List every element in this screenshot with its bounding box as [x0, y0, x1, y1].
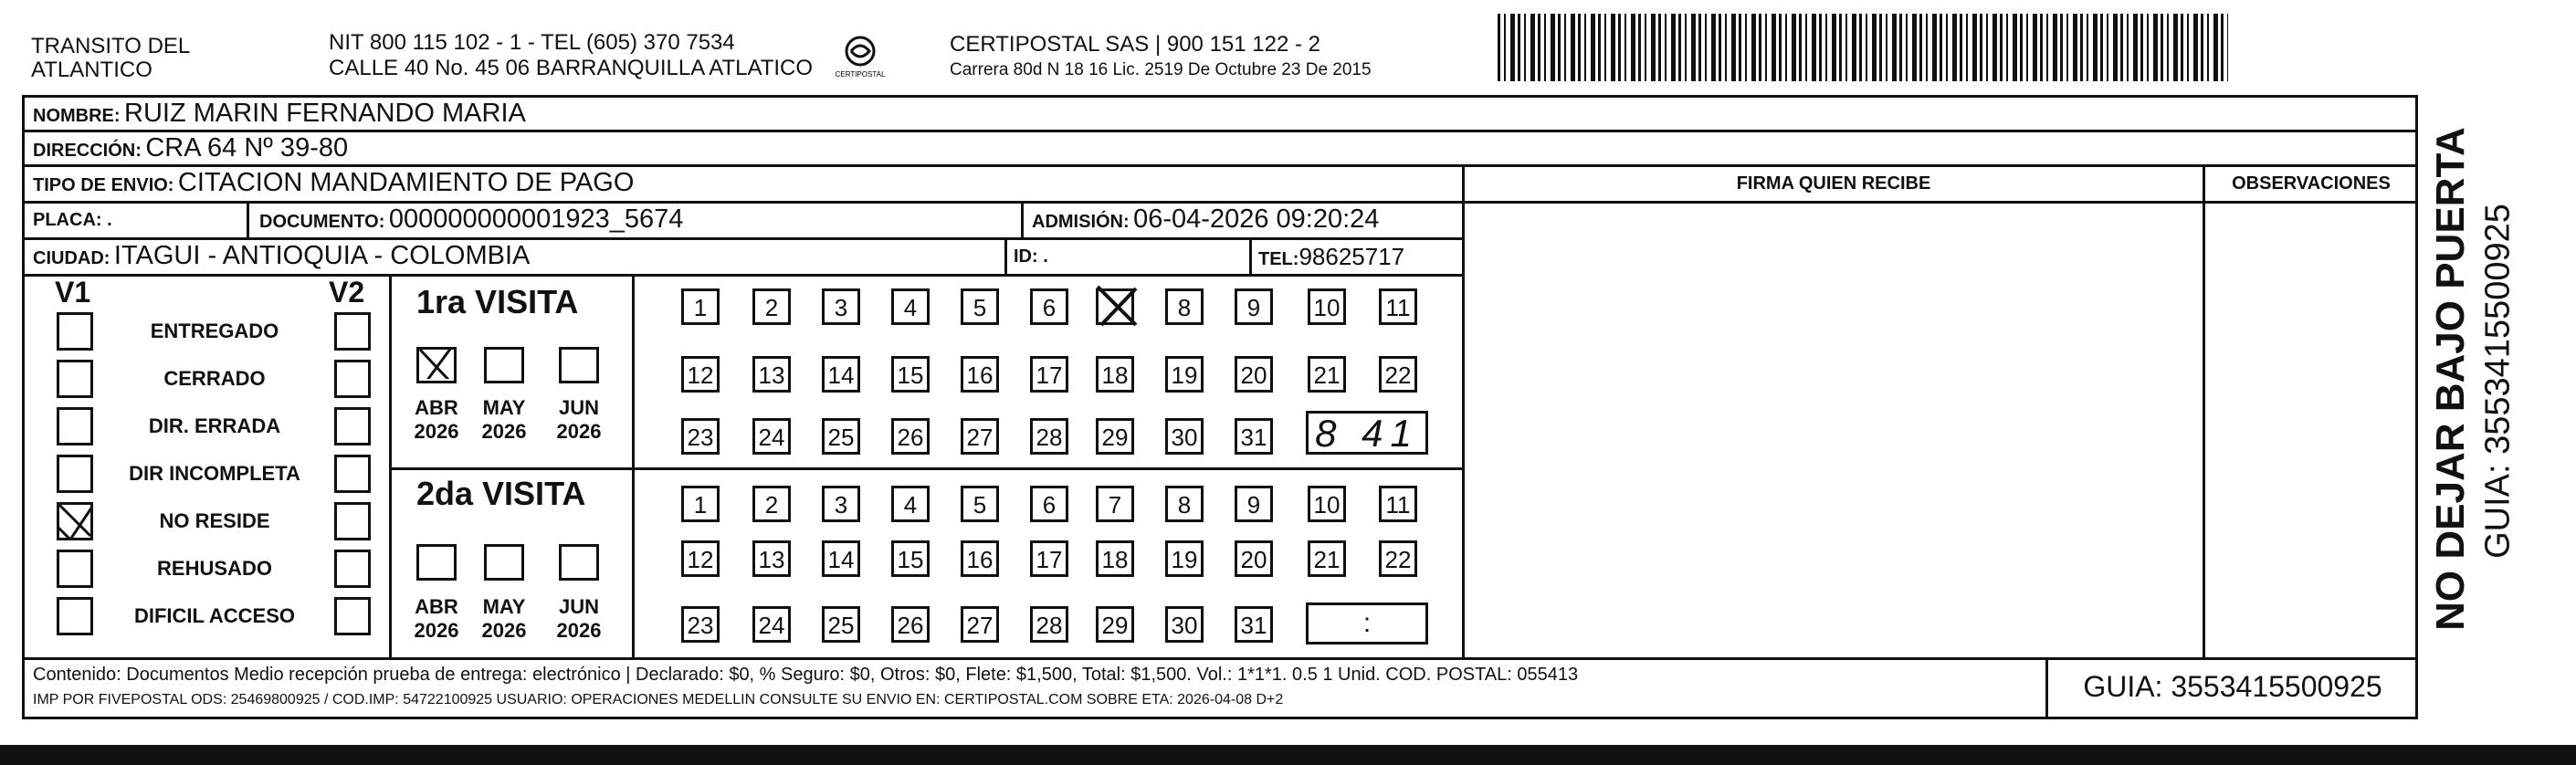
visit2-day[interactable]: 17	[1030, 540, 1068, 577]
visit2-day[interactable]: 3	[822, 486, 860, 522]
visit2-day[interactable]: 23	[681, 606, 720, 643]
v1-checkbox-dir-errada[interactable]	[57, 407, 93, 445]
reason-entregado: ENTREGADO	[150, 320, 279, 342]
visit2-day[interactable]: 9	[1235, 486, 1273, 522]
type-label: TIPO DE ENVIO:	[33, 175, 174, 195]
visit1-day[interactable]: 12	[681, 356, 720, 393]
visit2-day[interactable]: 21	[1308, 540, 1346, 577]
admission-row	[1032, 204, 1379, 235]
cross-mark-icon	[416, 342, 457, 379]
signature-header: FIRMA QUIEN RECIBE	[1736, 173, 1931, 194]
visit1-day[interactable]: 24	[752, 418, 791, 455]
barcode	[1498, 14, 2228, 81]
reason-dir-errada: DIR. ERRADA	[148, 414, 281, 437]
visit2-day[interactable]: 26	[891, 606, 930, 643]
visit2-day[interactable]: 4	[891, 486, 930, 522]
reason-dir-incompleta: DIR INCOMPLETA	[129, 462, 300, 485]
visit1-month-jun-box[interactable]	[559, 347, 599, 383]
visit1-month-abr-box[interactable]	[416, 347, 457, 383]
v1-checkbox-no-reside[interactable]	[57, 502, 93, 540]
courier-license: Carrera 80d N 18 16 Lic. 2519 De Octubre 23 De 2015	[950, 60, 1372, 79]
visit1-day[interactable]: 4	[891, 288, 930, 325]
visit1-title: 1ra VISITA	[416, 283, 579, 320]
visit2-day[interactable]: 27	[961, 606, 999, 643]
visit2-day[interactable]: 29	[1096, 606, 1134, 643]
visit2-day[interactable]: 22	[1379, 540, 1417, 577]
type-row	[33, 168, 634, 198]
cross-mark-icon	[1092, 281, 1141, 330]
visit2-day[interactable]: 6	[1030, 486, 1068, 522]
visit2-day[interactable]: 10	[1308, 486, 1346, 522]
visit1-day[interactable]: 15	[891, 356, 930, 393]
visit1-month-may-box[interactable]	[484, 347, 524, 383]
visit2-day[interactable]: 8	[1165, 486, 1204, 522]
visit1-time-field[interactable]: 8 41	[1306, 411, 1428, 455]
visit2-day[interactable]: 28	[1030, 606, 1068, 643]
visit1-month-may: MAY 2026	[481, 396, 527, 443]
document-label: DOCUMENTO:	[259, 212, 385, 232]
visit2-day[interactable]: 16	[961, 540, 999, 577]
v1-checkbox-rehusado[interactable]	[57, 550, 93, 588]
visit1-month-abr: ABR 2026	[414, 396, 459, 443]
visit2-month-abr-box[interactable]	[416, 544, 457, 581]
visit1-day[interactable]: 18	[1096, 356, 1134, 393]
visit2-month-may: MAY 2026	[481, 595, 527, 642]
v1-checkbox-entregado[interactable]	[57, 312, 93, 351]
observations-header: OBSERVACIONES	[2232, 173, 2391, 194]
visit1-day[interactable]: 1	[681, 288, 720, 325]
v2-checkbox-dir-errada[interactable]	[334, 407, 371, 445]
visit1-day[interactable]: 13	[752, 356, 791, 393]
v1-checkbox-dir-incompleta[interactable]	[57, 455, 93, 493]
id-label: ID: .	[1014, 246, 1048, 267]
visit2-month-may-box[interactable]	[484, 544, 524, 581]
document-value: 000000000001923_5674	[388, 204, 684, 234]
city-row	[33, 241, 530, 271]
visit1-day[interactable]: 30	[1165, 418, 1204, 455]
address-value: CRA 64 Nº 39-80	[145, 133, 349, 162]
visit2-day[interactable]: 30	[1165, 606, 1204, 643]
document-row	[259, 204, 683, 235]
visit1-day[interactable]: 9	[1235, 288, 1273, 325]
visit1-day[interactable]: 26	[891, 418, 930, 455]
visit1-day[interactable]: 22	[1379, 356, 1417, 393]
visit1-day[interactable]: 5	[961, 288, 999, 325]
visit2-day[interactable]: 7	[1096, 486, 1134, 522]
content-line: Contenido: Documentos Medio recepción prueba de entrega: electrónico | Declarado: $0, % Seguro: $0, Otros: $0, Flete: $1,500, Total: $1,500. Vol.: 1*1*1. 0.5 1 Unid. COD. POSTAL: 055413	[33, 665, 1579, 685]
v2-checkbox-rehusado[interactable]	[334, 550, 371, 588]
visit1-day[interactable]: 21	[1308, 356, 1346, 393]
visit1-day[interactable]: 8	[1165, 288, 1204, 325]
address-row	[33, 133, 348, 163]
visit2-day[interactable]: 18	[1096, 540, 1134, 577]
visit2-day[interactable]: 14	[822, 540, 860, 577]
visit1-day[interactable]: 19	[1165, 356, 1204, 393]
visit1-day[interactable]: 10	[1308, 288, 1346, 325]
name-row	[33, 99, 526, 129]
visit1-day[interactable]: 25	[822, 418, 860, 455]
v1-checkbox-dificil-acceso[interactable]	[57, 597, 93, 635]
visit1-day[interactable]: 3	[822, 288, 860, 325]
visit1-day[interactable]: 29	[1096, 418, 1134, 455]
tel-label: TEL:	[1258, 249, 1299, 269]
v2-label: V2	[329, 276, 365, 309]
admission-label: ADMISIÓN:	[1032, 212, 1130, 232]
visit1-day[interactable]: 20	[1235, 356, 1273, 393]
reason-cerrado: CERRADO	[163, 367, 266, 390]
reason-dificil-acceso: DIFICIL ACCESO	[133, 604, 295, 627]
type-value: CITACION MANDAMIENTO DE PAGO	[177, 168, 635, 197]
v2-checkbox-entregado[interactable]	[334, 312, 371, 351]
visit2-month-abr: ABR 2026	[414, 595, 459, 642]
visit2-day[interactable]: 13	[752, 540, 791, 577]
visit1-day[interactable]: 28	[1030, 418, 1068, 455]
visit2-day[interactable]: 25	[822, 606, 860, 643]
visit2-day[interactable]: 15	[891, 540, 930, 577]
v2-checkbox-no-reside[interactable]	[334, 502, 371, 540]
visit2-day[interactable]: 5	[961, 486, 999, 522]
visit2-month-jun: JUN 2026	[556, 595, 602, 642]
visit1-day[interactable]: 16	[961, 356, 999, 393]
visit1-day[interactable]: 11	[1379, 288, 1417, 325]
side-notice: NO DEJAR BAJO PUERTA	[2428, 127, 2473, 631]
reason-rehusado: REHUSADO	[157, 557, 272, 580]
tel-row	[1258, 243, 1404, 271]
name-value: RUIZ MARIN FERNANDO MARIA	[124, 99, 526, 128]
visit1-day[interactable]: 2	[752, 288, 791, 325]
side-guia: GUIA: 3553415500925	[2478, 204, 2518, 559]
side-guia-container	[2478, 119, 2518, 648]
check-mark-icon	[54, 499, 90, 538]
bottom-edge-bar	[0, 745, 2576, 765]
visit2-day[interactable]: 19	[1165, 540, 1204, 577]
city-label: CIUDAD:	[33, 248, 110, 268]
svg-text:CERTIPOSTAL: CERTIPOSTAL	[835, 70, 886, 79]
plate-label: PLACA: .	[33, 210, 112, 230]
reason-no-reside: NO RESIDE	[159, 509, 270, 532]
tel-value: 98625717	[1299, 243, 1405, 270]
signature-area[interactable]	[1465, 204, 2201, 655]
v2-checkbox-cerrado[interactable]	[334, 360, 371, 398]
visit2-day[interactable]: 24	[752, 606, 791, 643]
city-value: ITAGUI - ANTIOQUIA - COLOMBIA	[113, 241, 531, 270]
side-notice-container	[2424, 119, 2478, 648]
visit2-day[interactable]: 12	[681, 540, 720, 577]
visit1-day[interactable]: 31	[1235, 418, 1273, 455]
visit1-day[interactable]: 14	[822, 356, 860, 393]
certipostal-logo	[833, 31, 888, 82]
v2-checkbox-dir-incompleta[interactable]	[334, 455, 371, 493]
visit1-month-jun: JUN 2026	[556, 396, 602, 443]
visit2-day[interactable]: 20	[1235, 540, 1273, 577]
imp-line: IMP POR FIVEPOSTAL ODS: 25469800925 / COD.IMP: 54722100925 USUARIO: OPERACIONES MEDELLIN CONSULTE SU ENVIO EN: CERTIPOSTAL.COM SOBRE ETA: 2026-04-08 D+2	[33, 692, 1284, 707]
org-name: TRANSITO DEL ATLANTICO	[31, 34, 190, 82]
visit1-day[interactable]: 27	[961, 418, 999, 455]
visit2-title: 2da VISITA	[416, 475, 586, 512]
address-label: DIRECCIÓN:	[33, 141, 142, 161]
visit2-day[interactable]: 11	[1379, 486, 1417, 522]
visit2-day[interactable]: 2	[752, 486, 791, 522]
address-line: CALLE 40 No. 45 06 BARRANQUILLA ATLATICO	[329, 56, 814, 80]
courier-name: CERTIPOSTAL SAS | 900 151 122 - 2	[950, 32, 1320, 57]
visit2-day[interactable]: 31	[1235, 606, 1273, 643]
visit1-day[interactable]: 17	[1030, 356, 1068, 393]
visit1-day[interactable]: 6	[1030, 288, 1068, 325]
observations-area[interactable]	[2206, 204, 2416, 655]
visit2-month-jun-box[interactable]	[559, 544, 599, 581]
admission-value: 06-04-2026 09:20:24	[1133, 204, 1380, 234]
v1-label: V1	[55, 276, 91, 309]
visit2-day[interactable]: 1	[681, 486, 720, 522]
visit2-time-field[interactable]: :	[1306, 603, 1428, 644]
name-label: NOMBRE:	[33, 106, 121, 126]
v2-checkbox-dificil-acceso[interactable]	[334, 597, 371, 635]
visit1-day[interactable]: 23	[681, 418, 720, 455]
nit-line: NIT 800 115 102 - 1 - TEL (605) 370 7534	[329, 30, 735, 55]
v1-checkbox-cerrado[interactable]	[57, 360, 93, 398]
footer-guia: GUIA: 3553415500925	[2083, 670, 2382, 703]
